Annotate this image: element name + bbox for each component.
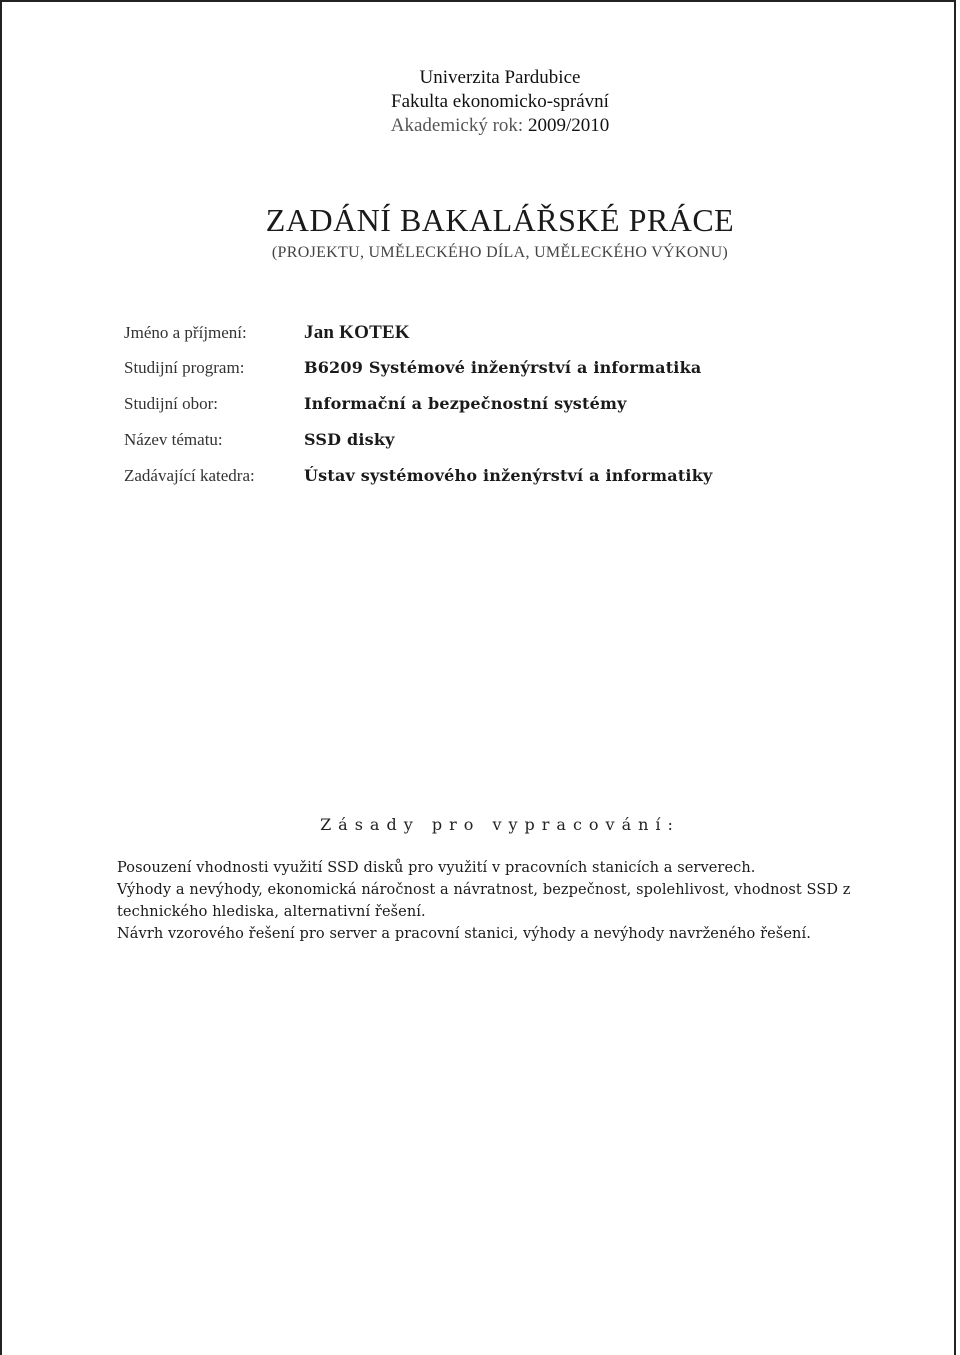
principles-heading: Zásady pro vypracování: xyxy=(320,815,680,834)
faculty-name: Fakulta ekonomicko-správní xyxy=(391,91,609,112)
document-title: ZADÁNÍ BAKALÁŘSKÉ PRÁCE xyxy=(265,202,735,238)
academic-year-label: Akademický rok: xyxy=(390,115,524,136)
info-table xyxy=(124,322,712,502)
info-row-program xyxy=(124,358,712,394)
principles-line: Návrh vzorového řešení pro server a pracovní stanici, výhody a nevýhody navrženého řešení. xyxy=(117,926,811,942)
academic-year-value: 2009/2010 xyxy=(527,115,610,136)
info-value-program: B6209 Systémové inženýrství a informatika xyxy=(304,358,702,377)
info-label-field: Studijní obor: xyxy=(124,394,218,413)
principles-line: Posouzení vhodnosti využití SSD disků pro využití v pracovních stanicích a serverech. xyxy=(117,860,756,876)
info-value-topic: SSD disky xyxy=(304,430,395,449)
info-label-topic: Název tématu: xyxy=(124,430,223,449)
info-row-topic xyxy=(124,430,712,466)
info-label-department: Zadávající katedra: xyxy=(124,466,255,485)
document-header xyxy=(0,66,960,138)
document-subtitle: (PROJEKTU, UMĚLECKÉHO DÍLA, UMĚLECKÉHO VÝKONU) xyxy=(271,244,729,261)
principles-line: Výhody a nevýhody, ekonomická náročnost a návratnost, bezpečnost, spolehlivost, vhodnost SSD z technického hlediska, alternativní řešení. xyxy=(117,882,851,920)
info-row-name xyxy=(124,322,712,358)
info-value-department: Ústav systémového inženýrství a informatiky xyxy=(304,466,713,485)
info-label-program: Studijní program: xyxy=(124,358,245,377)
info-value-field: Informační a bezpečnostní systémy xyxy=(304,394,627,413)
info-row-department xyxy=(124,466,712,502)
principles-body xyxy=(117,857,907,945)
info-row-field xyxy=(124,394,712,430)
info-label-name: Jméno a příjmení: xyxy=(124,323,247,342)
university-name: Univerzita Pardubice xyxy=(419,67,581,88)
academic-year xyxy=(0,114,960,138)
info-value-name: Jan KOTEK xyxy=(304,322,410,343)
